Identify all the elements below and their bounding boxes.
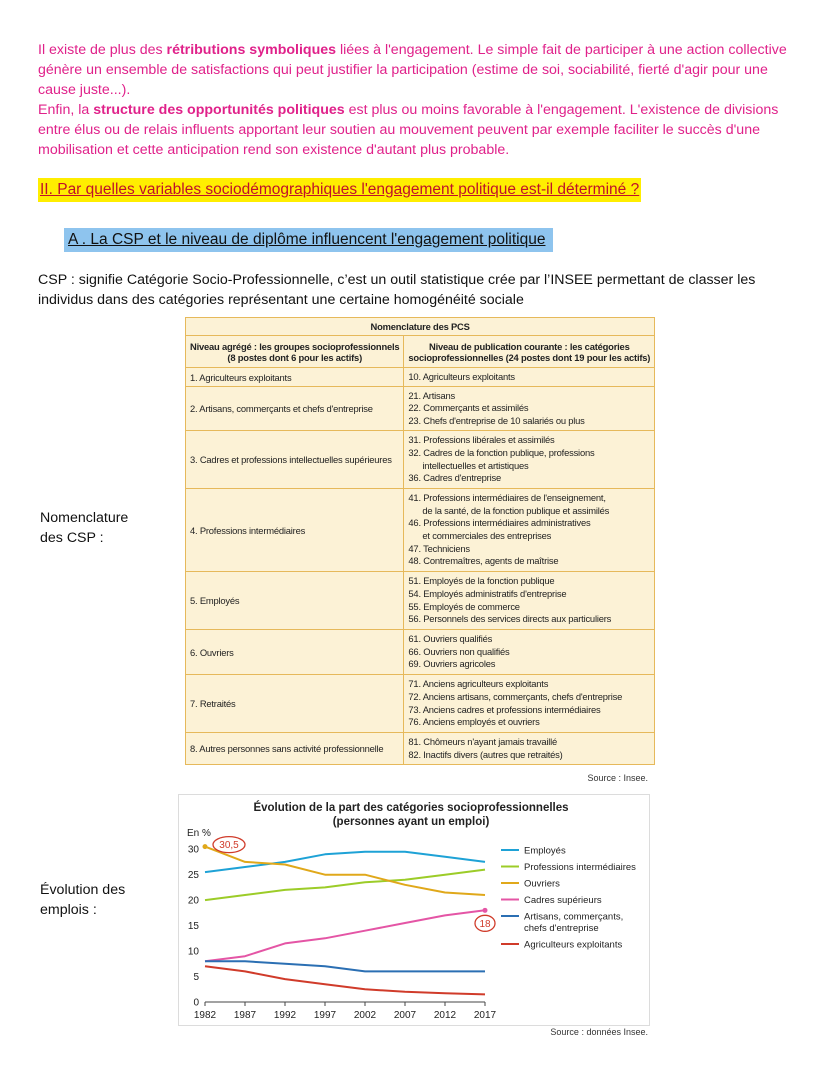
- legend-item: [501, 846, 566, 857]
- column-header-categories: [404, 336, 655, 368]
- x-tick-label: 1987: [233, 1010, 257, 1021]
- text: est plus ou moins favorable à l'engagement. L'existence de divisions entre élus ou de relais influents apportant leur soutien au mouvement peuvent par exemple faciliter le succès d'une mobilisation et cette anticipation rend son existence d'autant plus probable.: [38, 102, 779, 158]
- annotation-label: 18: [479, 918, 491, 930]
- y-tick-label: 15: [187, 921, 199, 933]
- x-tick-label: 1982: [193, 1010, 217, 1021]
- category-item: 48. Contremaîtres, agents de maîtrise: [408, 555, 559, 567]
- y-tick-label: 10: [187, 946, 199, 958]
- chart-container: [178, 794, 650, 1026]
- legend-label: Ouvriers: [524, 878, 560, 890]
- category-item: 10. Agriculteurs exploitants: [408, 370, 515, 382]
- category-cell: [404, 630, 655, 675]
- chart-subtitle: (personnes ayant un emploi): [332, 816, 490, 828]
- legend-label: Artisans, commerçants,: [524, 911, 624, 923]
- category-cell: [404, 572, 655, 630]
- group-cell: 1. Agriculteurs exploitants: [186, 368, 404, 387]
- side-label-line: emplois :: [40, 902, 97, 918]
- category-item: 71. Anciens agriculteurs exploitants: [408, 678, 549, 690]
- category-item: 41. Professions intermédiaires de l'enseignement,: [408, 492, 606, 504]
- legend-label: Employés: [524, 845, 566, 857]
- csp-definition: CSP : signifie Catégorie Socio-Professionnelle, c’est un outil statistique crée par l’INSEE permettant de classer les individus dans des catégories représentant une certaine homogénéité sociale: [38, 272, 756, 308]
- x-tick-label: 1997: [313, 1010, 337, 1021]
- annotation-label: 30,5: [219, 840, 239, 852]
- header-line: Niveau agrégé : les groupes socioprofessionnels: [190, 340, 400, 352]
- category-cell: [404, 489, 655, 572]
- y-tick-label: 30: [187, 844, 199, 856]
- x-tick-label: 2017: [473, 1010, 497, 1021]
- text: Enfin, la: [38, 102, 94, 118]
- category-item: 36. Cadres d'entreprise: [408, 472, 501, 484]
- table-row: [186, 572, 655, 630]
- group-cell: 2. Artisans, commerçants et chefs d'entreprise: [186, 387, 404, 431]
- legend-item: [501, 862, 636, 873]
- table-row: [186, 431, 655, 489]
- y-tick-label: 20: [187, 895, 199, 907]
- x-tick-label: 2012: [433, 1010, 457, 1021]
- category-item: 46. Professions intermédiaires administratives: [408, 517, 591, 529]
- category-item: 69. Ouvriers agricoles: [408, 658, 496, 670]
- category-item: 47. Techniciens: [408, 542, 470, 554]
- x-tick-label: 1992: [273, 1010, 297, 1021]
- category-item: 21. Artisans: [408, 389, 456, 401]
- legend-label: chefs d'entreprise: [524, 923, 599, 934]
- y-axis-label: En %: [187, 828, 211, 839]
- side-label-evolution: [40, 880, 125, 920]
- category-cell: [404, 431, 655, 489]
- annotation-point: [483, 908, 488, 913]
- legend-item: [501, 940, 622, 951]
- table-source: Source : Insee.: [587, 773, 648, 783]
- y-tick-label: 0: [193, 997, 199, 1009]
- category-item: 82. Inactifs divers (autres que retraités): [408, 748, 563, 760]
- table-title: Nomenclature des PCS: [186, 318, 655, 336]
- legend-label: Cadres supérieurs: [524, 895, 602, 906]
- y-tick-label: 25: [187, 870, 199, 882]
- series-line: [205, 910, 485, 961]
- category-item: 81. Chômeurs n'ayant jamais travaillé: [408, 735, 558, 747]
- category-item: 66. Ouvriers non qualifiés: [408, 645, 510, 657]
- category-item: intellectuelles et artistiques: [422, 459, 529, 471]
- y-tick-label: 5: [193, 972, 199, 984]
- category-item: 76. Anciens employés et ouvriers: [408, 716, 540, 728]
- category-item: et commerciales des entreprises: [422, 530, 552, 541]
- category-item: 22. Commerçants et assimilés: [408, 402, 529, 414]
- x-tick-label: 2002: [353, 1010, 377, 1021]
- chart-title: Évolution de la part des catégories socioprofessionnelles: [253, 802, 569, 814]
- category-item: 32. Cadres de la fonction publique, professions: [408, 446, 595, 458]
- group-cell: 3. Cadres et professions intellectuelles supérieures: [186, 431, 404, 489]
- table-row: [186, 675, 655, 733]
- side-label-line: Évolution des: [40, 882, 126, 898]
- category-item: 51. Employés de la fonction publique: [408, 575, 555, 587]
- column-header-groups: [186, 336, 404, 368]
- bold-term: structure des opportunités politiques: [93, 102, 345, 118]
- paragraph-opportunites: [38, 100, 798, 160]
- series-line: [205, 961, 485, 971]
- legend-label: Professions intermédiaires: [524, 862, 636, 873]
- category-item: 61. Ouvriers qualifiés: [408, 633, 493, 645]
- table-row: [186, 387, 655, 431]
- group-cell: 4. Professions intermédiaires: [186, 489, 404, 572]
- side-label-line: des CSP :: [40, 530, 104, 546]
- table-row: [186, 733, 655, 765]
- category-item: 55. Employés de commerce: [408, 600, 520, 612]
- table-row: [186, 489, 655, 572]
- group-cell: 7. Retraités: [186, 675, 404, 733]
- header-line: Niveau de publication courante : les catégories: [429, 340, 630, 352]
- legend-item: [501, 912, 623, 935]
- group-cell: 8. Autres personnes sans activité professionnelle: [186, 733, 404, 765]
- pcs-table: [185, 317, 655, 765]
- x-tick-label: 2007: [393, 1010, 417, 1021]
- group-cell: 6. Ouvriers: [186, 630, 404, 675]
- group-cell: 5. Employés: [186, 572, 404, 630]
- table-row: [186, 630, 655, 675]
- category-item: 56. Personnels des services directs aux particuliers: [408, 613, 612, 625]
- line-chart: [179, 795, 649, 1025]
- table-row: [186, 368, 655, 387]
- text: Il existe de plus des: [38, 42, 167, 58]
- side-label-line: Nomenclature: [40, 510, 129, 526]
- category-cell: [404, 675, 655, 733]
- category-item: 73. Anciens cadres et professions intermédiaires: [408, 703, 601, 715]
- header-line: (8 postes dont 6 pour les actifs): [227, 351, 362, 363]
- category-item: 23. Chefs d'entreprise de 10 salariés ou plus: [408, 414, 585, 426]
- legend-item: [501, 879, 560, 890]
- paragraph-retributions: [38, 40, 798, 100]
- category-cell: [404, 368, 655, 387]
- section-heading-3: A . La CSP et le niveau de diplôme influencent l'engagement politique: [64, 228, 553, 252]
- legend-label: Agriculteurs exploitants: [524, 939, 623, 951]
- category-item: de la santé, de la fonction publique et assimilés: [422, 504, 610, 516]
- text: liées à l'engagement. Le simple fait de participer à une action collective génère un ensemble de satisfactions qui peut justifier la participation (estime de soi, sociabilité, fierté d'agir pour une cause juste...).: [38, 42, 787, 98]
- side-label-nomenclature: [40, 508, 128, 548]
- category-cell: [404, 733, 655, 765]
- chart-source: Source : données Insee.: [550, 1027, 648, 1037]
- bold-term: rétributions symboliques: [166, 42, 337, 58]
- category-cell: [404, 387, 655, 431]
- section-heading-2: II. Par quelles variables sociodémographiques l'engagement politique est-il déterminé ?: [38, 178, 641, 202]
- annotation-point: [203, 844, 208, 849]
- category-item: 72. Anciens artisans, commerçants, chefs d'entreprise: [408, 690, 623, 702]
- header-line: socioprofessionnelles (24 postes dont 19 pour les actifs): [408, 351, 651, 363]
- legend-item: [501, 895, 602, 906]
- category-item: 31. Professions libérales et assimilés: [408, 434, 555, 446]
- category-item: 54. Employés administratifs d'entreprise: [408, 587, 567, 599]
